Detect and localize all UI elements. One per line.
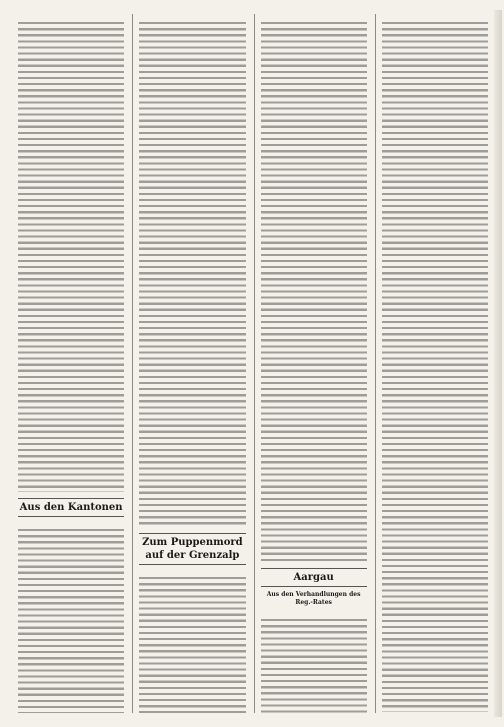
column-2-typeblock-bottom — [139, 577, 245, 713]
column-2-text-top — [139, 14, 245, 22]
section-subheading-aargau: Aus den Verhandlungen des Reg.-Rates — [266, 591, 361, 606]
column-1-typeblock-bottom — [18, 529, 124, 713]
column-1-typeblock-top — [18, 22, 124, 492]
column-3-typeblock-bottom — [261, 619, 367, 713]
column-4-text — [382, 14, 488, 22]
column-4 — [375, 14, 488, 713]
column-3-text-top — [261, 14, 367, 22]
section-heading-aargau: Aargau — [261, 568, 367, 587]
section-heading-aus-den-kantonen: Aus den Kantonen — [18, 498, 124, 517]
column-1 — [18, 14, 124, 713]
column-2-text-bottom — [139, 569, 245, 577]
column-3-text-bottom — [261, 611, 367, 619]
section-heading-puppenmord: Zum Puppenmord auf der Grenzalp — [139, 533, 245, 565]
column-2-typeblock-top — [139, 22, 245, 527]
column-3 — [254, 14, 367, 713]
column-2 — [132, 14, 245, 713]
page-edge-strip — [494, 10, 502, 717]
column-1-text-bottom — [18, 521, 124, 529]
column-1-text-top — [18, 14, 124, 22]
column-3-typeblock-top — [261, 22, 367, 562]
column-4-typeblock — [382, 22, 488, 712]
